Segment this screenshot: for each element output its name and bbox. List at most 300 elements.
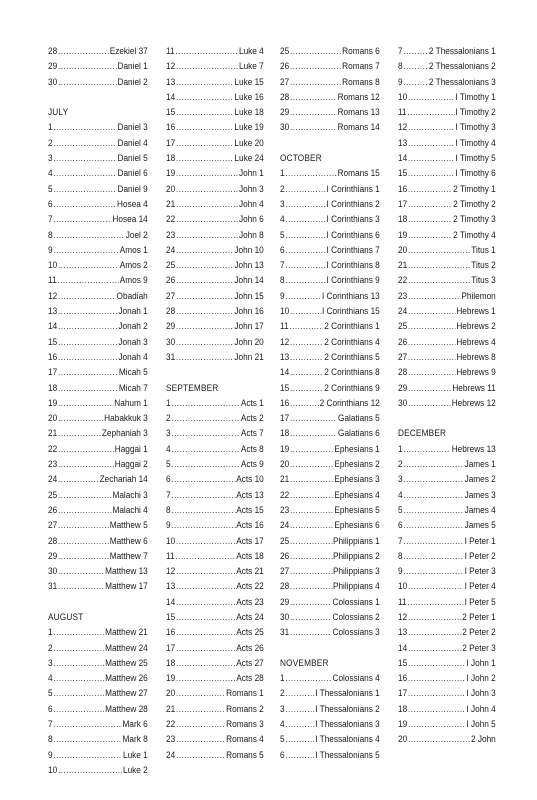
day-number: 24 xyxy=(398,306,408,318)
day-number: 7 xyxy=(48,719,53,731)
day-number: 23 xyxy=(398,290,408,302)
day-number: 10 xyxy=(166,535,176,547)
dot-leader xyxy=(403,503,463,518)
day-number: 14 xyxy=(280,367,290,379)
dot-leader xyxy=(176,136,233,151)
dot-leader xyxy=(176,686,225,701)
day-number: 4 xyxy=(48,168,53,180)
day-number: 8 xyxy=(166,504,171,516)
reading-entry xyxy=(166,411,264,426)
day-number: 15 xyxy=(398,657,408,669)
dot-leader xyxy=(176,243,233,258)
day-number: 21 xyxy=(280,474,290,486)
day-number: 17 xyxy=(48,367,58,379)
dot-leader xyxy=(171,411,240,426)
reading-entry xyxy=(280,457,380,472)
reading-entry xyxy=(48,182,148,197)
reading-entry xyxy=(280,120,380,135)
column-2 xyxy=(166,44,264,763)
dot-leader xyxy=(408,289,460,304)
scripture-reference: Obadiah xyxy=(116,290,148,302)
scripture-reference: I Thessalonians 2 xyxy=(315,703,380,715)
dot-leader xyxy=(408,258,470,273)
reading-entry xyxy=(280,564,380,579)
day-number: 1 xyxy=(48,122,53,134)
scripture-reference: Luke 18 xyxy=(234,107,264,119)
day-number: 30 xyxy=(48,566,58,578)
reading-entry xyxy=(48,243,148,258)
dot-leader xyxy=(408,90,455,105)
scripture-reference: Ephesians 2 xyxy=(334,459,380,471)
reading-entry xyxy=(280,549,380,564)
scripture-reference: Ephesians 1 xyxy=(334,443,380,455)
scripture-reference: Nahum 1 xyxy=(114,397,148,409)
day-number: 16 xyxy=(398,673,408,685)
dot-leader xyxy=(53,228,124,243)
day-number: 9 xyxy=(48,244,53,256)
reading-entry xyxy=(398,503,496,518)
dot-leader xyxy=(58,503,112,518)
day-number: 5 xyxy=(398,504,403,516)
reading-entry xyxy=(48,518,148,533)
day-number: 20 xyxy=(48,413,58,425)
dot-leader xyxy=(176,732,225,747)
scripture-reference: I Thessalonians 4 xyxy=(315,734,380,746)
scripture-reference: Romans 6 xyxy=(342,46,380,57)
reading-entry xyxy=(48,304,148,319)
reading-entry xyxy=(48,335,148,350)
day-number: 26 xyxy=(280,61,290,73)
day-number: 15 xyxy=(48,336,58,348)
day-number: 20 xyxy=(166,688,176,700)
reading-entry xyxy=(398,671,496,686)
day-number: 3 xyxy=(48,153,53,165)
dot-leader xyxy=(285,228,325,243)
reading-entry xyxy=(398,120,496,135)
scripture-reference: Philippians 1 xyxy=(332,535,380,547)
reading-entry xyxy=(166,549,264,564)
dot-leader xyxy=(403,457,463,472)
scripture-reference: 2 Thessalonians 3 xyxy=(428,76,496,88)
day-number: 28 xyxy=(398,367,408,379)
reading-entry xyxy=(48,625,148,640)
day-number: 8 xyxy=(398,550,403,562)
day-number: 16 xyxy=(166,627,176,639)
dot-leader xyxy=(408,197,452,212)
reading-entry xyxy=(166,228,264,243)
column-1 xyxy=(48,44,148,778)
scripture-reference: Haggai 2 xyxy=(114,459,148,471)
scripture-reference: Acts 23 xyxy=(236,596,264,608)
month-heading: DECEMBER xyxy=(398,428,447,440)
scripture-reference: Hebrews 13 xyxy=(451,443,496,455)
dot-leader xyxy=(290,411,337,426)
reading-entry xyxy=(166,518,264,533)
dot-leader xyxy=(58,426,101,441)
scripture-reference: Habakkuk 3 xyxy=(104,413,148,425)
reading-entry xyxy=(280,717,380,732)
day-number: 7 xyxy=(398,46,403,57)
scripture-reference: 2 Corinthians 1 xyxy=(324,321,380,333)
scripture-reference: Hebrews 8 xyxy=(456,351,496,363)
reading-entry xyxy=(48,748,148,763)
scripture-reference: Philippians 4 xyxy=(332,581,380,593)
scripture-reference: Romans 14 xyxy=(337,122,380,134)
dot-leader xyxy=(176,748,225,763)
scripture-reference: Amos 2 xyxy=(119,260,148,272)
dot-leader xyxy=(53,702,104,717)
scripture-reference: Acts 24 xyxy=(236,611,264,623)
scripture-reference: Acts 21 xyxy=(236,566,264,578)
reading-entry xyxy=(398,182,496,197)
day-number: 14 xyxy=(166,91,176,103)
scripture-reference: Amos 1 xyxy=(119,244,148,256)
day-number: 15 xyxy=(398,168,408,180)
scripture-reference: Matthew 28 xyxy=(105,703,148,715)
scripture-reference: John 15 xyxy=(234,290,264,302)
dot-leader xyxy=(176,702,225,717)
dot-leader xyxy=(176,197,238,212)
scripture-reference: Daniel 2 xyxy=(117,76,148,88)
reading-entry xyxy=(280,90,380,105)
scripture-reference: Luke 2 xyxy=(122,764,148,776)
reading-entry xyxy=(166,120,264,135)
reading-entry xyxy=(398,75,496,90)
day-number: 18 xyxy=(398,214,408,226)
day-number: 18 xyxy=(280,428,290,440)
day-number: 5 xyxy=(166,459,171,471)
reading-entry xyxy=(280,273,380,288)
dot-leader xyxy=(290,503,333,518)
day-number: 2 xyxy=(280,688,285,700)
reading-entry xyxy=(280,671,380,686)
scripture-reference: I Peter 1 xyxy=(464,535,496,547)
day-number: 25 xyxy=(280,535,290,547)
day-number: 12 xyxy=(398,122,408,134)
reading-entry xyxy=(166,702,264,717)
dot-leader xyxy=(408,579,464,594)
scripture-reference: Colossians 3 xyxy=(332,627,380,639)
reading-entry xyxy=(398,656,496,671)
scripture-reference: John 4 xyxy=(238,198,264,210)
day-number: 30 xyxy=(280,122,290,134)
scripture-reference: Romans 1 xyxy=(226,688,264,700)
day-number: 26 xyxy=(48,504,58,516)
reading-entry xyxy=(48,641,148,656)
reading-entry xyxy=(398,579,496,594)
day-number: 7 xyxy=(166,489,171,501)
reading-entry xyxy=(166,686,264,701)
day-number: 23 xyxy=(166,734,176,746)
day-number: 5 xyxy=(280,734,285,746)
reading-entry xyxy=(48,197,148,212)
dot-leader xyxy=(176,90,233,105)
dot-leader xyxy=(53,748,122,763)
dot-leader xyxy=(408,243,470,258)
reading-entry xyxy=(280,381,380,396)
scripture-reference: I John 3 xyxy=(466,688,496,700)
reading-entry xyxy=(280,579,380,594)
reading-entry xyxy=(398,273,496,288)
day-number: 29 xyxy=(398,382,408,394)
reading-entry xyxy=(280,75,380,90)
day-number: 4 xyxy=(280,214,285,226)
reading-entry xyxy=(166,442,264,457)
scripture-reference: Daniel 1 xyxy=(117,61,148,73)
day-number: 8 xyxy=(48,734,53,746)
scripture-reference: John 17 xyxy=(234,321,264,333)
dot-leader xyxy=(290,595,332,610)
scripture-reference: Acts 1 xyxy=(240,397,264,409)
scripture-reference: Romans 2 xyxy=(226,703,264,715)
reading-entry xyxy=(166,319,264,334)
reading-entry xyxy=(166,488,264,503)
day-number: 29 xyxy=(280,596,290,608)
reading-entry xyxy=(398,472,496,487)
reading-entry xyxy=(280,610,380,625)
reading-entry xyxy=(398,151,496,166)
scripture-reference: Acts 26 xyxy=(236,642,264,654)
scripture-reference: 2 Corinthians 9 xyxy=(324,382,380,394)
scripture-reference: John 6 xyxy=(238,214,264,226)
dot-leader xyxy=(176,289,233,304)
scripture-reference: Acts 10 xyxy=(236,474,264,486)
day-number: 30 xyxy=(48,76,58,88)
scripture-reference: James 4 xyxy=(464,504,496,516)
reading-entry xyxy=(48,75,148,90)
day-number: 12 xyxy=(166,61,176,73)
day-number: 12 xyxy=(280,336,290,348)
reading-entry xyxy=(166,503,264,518)
day-number: 26 xyxy=(280,550,290,562)
day-number: 16 xyxy=(398,183,408,195)
day-number: 24 xyxy=(280,520,290,532)
reading-entry xyxy=(48,656,148,671)
day-number: 29 xyxy=(280,107,290,119)
day-number: 11 xyxy=(166,46,175,57)
reading-entry xyxy=(48,319,148,334)
dot-leader xyxy=(53,671,104,686)
scripture-reference: Hebrews 2 xyxy=(456,321,496,333)
dot-leader xyxy=(171,442,240,457)
reading-entry xyxy=(166,59,264,74)
day-number: 18 xyxy=(398,703,408,715)
dot-leader xyxy=(408,350,455,365)
dot-leader xyxy=(53,166,116,181)
reading-entry xyxy=(48,228,148,243)
reading-entry xyxy=(398,350,496,365)
scripture-reference: John 13 xyxy=(234,260,264,272)
day-number: 16 xyxy=(166,122,176,134)
reading-entry xyxy=(166,641,264,656)
scripture-reference: Luke 24 xyxy=(234,153,264,165)
column-4 xyxy=(398,44,496,748)
reading-entry xyxy=(398,702,496,717)
dot-leader xyxy=(408,732,470,747)
reading-entry xyxy=(280,411,380,426)
reading-entry xyxy=(48,166,148,181)
reading-entry xyxy=(166,304,264,319)
reading-entry xyxy=(48,350,148,365)
dot-leader xyxy=(408,610,461,625)
dot-leader xyxy=(58,549,109,564)
day-number: 7 xyxy=(280,260,285,272)
reading-entry xyxy=(280,365,380,380)
reading-entry xyxy=(398,44,496,59)
scripture-reference: 2 Peter 3 xyxy=(462,642,496,654)
dot-leader xyxy=(176,182,238,197)
scripture-reference: Matthew 26 xyxy=(105,673,148,685)
reading-entry xyxy=(280,319,380,334)
scripture-reference: Romans 4 xyxy=(226,734,264,746)
day-number: 8 xyxy=(280,275,285,287)
reading-entry xyxy=(166,534,264,549)
day-number: 23 xyxy=(48,459,58,471)
day-number: 13 xyxy=(398,627,408,639)
dot-leader xyxy=(58,472,99,487)
dot-leader xyxy=(176,212,238,227)
column-3 xyxy=(280,44,380,763)
scripture-reference: Acts 7 xyxy=(240,428,264,440)
reading-entry xyxy=(398,396,496,411)
dot-leader xyxy=(408,625,461,640)
reading-entry xyxy=(398,564,496,579)
dot-leader xyxy=(290,396,319,411)
reading-entry xyxy=(280,243,380,258)
dot-leader xyxy=(176,228,238,243)
dot-leader xyxy=(290,426,337,441)
day-number: 7 xyxy=(48,214,53,226)
dot-leader xyxy=(58,258,119,273)
scripture-reference: John 1 xyxy=(238,168,264,180)
reading-entry xyxy=(398,304,496,319)
scripture-reference: Daniel 5 xyxy=(117,153,148,165)
day-number: 1 xyxy=(166,397,171,409)
reading-entry xyxy=(280,350,380,365)
reading-entry xyxy=(280,426,380,441)
scripture-reference: I Corinthians 15 xyxy=(321,306,380,318)
day-number: 26 xyxy=(166,275,176,287)
scripture-reference: 2 Corinthians 12 xyxy=(319,397,380,409)
day-number: 15 xyxy=(166,107,176,119)
day-number: 30 xyxy=(166,336,176,348)
reading-entry xyxy=(398,534,496,549)
scripture-reference: I Corinthians 13 xyxy=(321,290,380,302)
scripture-reference: Ephesians 6 xyxy=(334,520,380,532)
scripture-reference: Luke 7 xyxy=(238,61,264,73)
day-number: 28 xyxy=(166,306,176,318)
reading-entry xyxy=(48,381,148,396)
reading-entry xyxy=(48,44,148,59)
day-number: 21 xyxy=(48,428,58,440)
dot-leader xyxy=(58,59,117,74)
month-heading: AUGUST xyxy=(48,611,84,623)
scripture-reference: Ezekiel 37 xyxy=(109,46,148,57)
dot-leader xyxy=(290,625,332,640)
reading-entry xyxy=(166,732,264,747)
reading-entry xyxy=(280,625,380,640)
dot-leader xyxy=(176,564,235,579)
scripture-reference: I John 5 xyxy=(466,719,496,731)
dot-leader xyxy=(176,304,233,319)
dot-leader xyxy=(290,442,333,457)
month-heading: SEPTEMBER xyxy=(166,382,219,394)
dot-leader xyxy=(53,120,116,135)
dot-leader xyxy=(403,534,463,549)
day-number: 2 xyxy=(398,459,403,471)
scripture-reference: John 8 xyxy=(238,229,264,241)
reading-entry xyxy=(166,396,264,411)
day-number: 22 xyxy=(166,214,176,226)
reading-entry xyxy=(48,472,148,487)
day-number: 23 xyxy=(166,229,176,241)
day-number: 21 xyxy=(166,198,176,210)
scripture-reference: James 3 xyxy=(464,489,496,501)
scripture-reference: Micah 5 xyxy=(118,367,148,379)
day-number: 19 xyxy=(280,443,290,455)
day-number: 8 xyxy=(48,229,53,241)
day-number: 10 xyxy=(280,306,290,318)
reading-entry xyxy=(398,488,496,503)
day-number: 6 xyxy=(48,198,53,210)
scripture-reference: Romans 13 xyxy=(337,107,380,119)
scripture-reference: Galatians 6 xyxy=(338,428,380,440)
dot-leader xyxy=(176,595,235,610)
day-number: 11 xyxy=(280,321,289,333)
scripture-reference: Acts 27 xyxy=(236,657,264,669)
dot-leader xyxy=(53,136,116,151)
scripture-reference: Jonah 4 xyxy=(118,351,148,363)
dot-leader xyxy=(53,686,104,701)
dot-leader xyxy=(290,381,323,396)
reading-entry xyxy=(166,182,264,197)
reading-entry xyxy=(398,549,496,564)
day-number: 27 xyxy=(280,566,290,578)
reading-entry xyxy=(166,166,264,181)
day-number: 31 xyxy=(166,351,176,363)
day-number: 3 xyxy=(280,703,285,715)
scripture-reference: Matthew 24 xyxy=(105,642,148,654)
reading-entry xyxy=(280,488,380,503)
scripture-reference: Daniel 3 xyxy=(117,122,148,134)
reading-entry xyxy=(166,350,264,365)
day-number: 1 xyxy=(398,443,403,455)
scripture-reference: Luke 20 xyxy=(234,137,264,149)
reading-entry xyxy=(398,686,496,701)
dot-leader xyxy=(290,120,337,135)
scripture-reference: I Corinthians 6 xyxy=(326,229,380,241)
day-number: 31 xyxy=(48,581,58,593)
dot-leader xyxy=(176,59,238,74)
scripture-reference: Mark 6 xyxy=(122,719,148,731)
dot-leader xyxy=(176,579,235,594)
dot-leader xyxy=(53,197,116,212)
day-number: 3 xyxy=(48,657,53,669)
reading-entry xyxy=(280,166,380,181)
scripture-reference: I Peter 3 xyxy=(464,566,496,578)
month-heading: JULY xyxy=(48,107,69,119)
reading-entry xyxy=(280,595,380,610)
day-number: 22 xyxy=(166,719,176,731)
reading-entry xyxy=(398,625,496,640)
scripture-reference: Zephaniah 3 xyxy=(101,428,148,440)
scripture-reference: Acts 28 xyxy=(236,673,264,685)
reading-entry xyxy=(280,686,380,701)
scripture-reference: 2 Peter 1 xyxy=(462,611,496,623)
scripture-reference: 2 Timothy 1 xyxy=(453,183,496,195)
scripture-reference: Hebrews 9 xyxy=(456,367,496,379)
scripture-reference: I Timothy 4 xyxy=(455,137,496,149)
